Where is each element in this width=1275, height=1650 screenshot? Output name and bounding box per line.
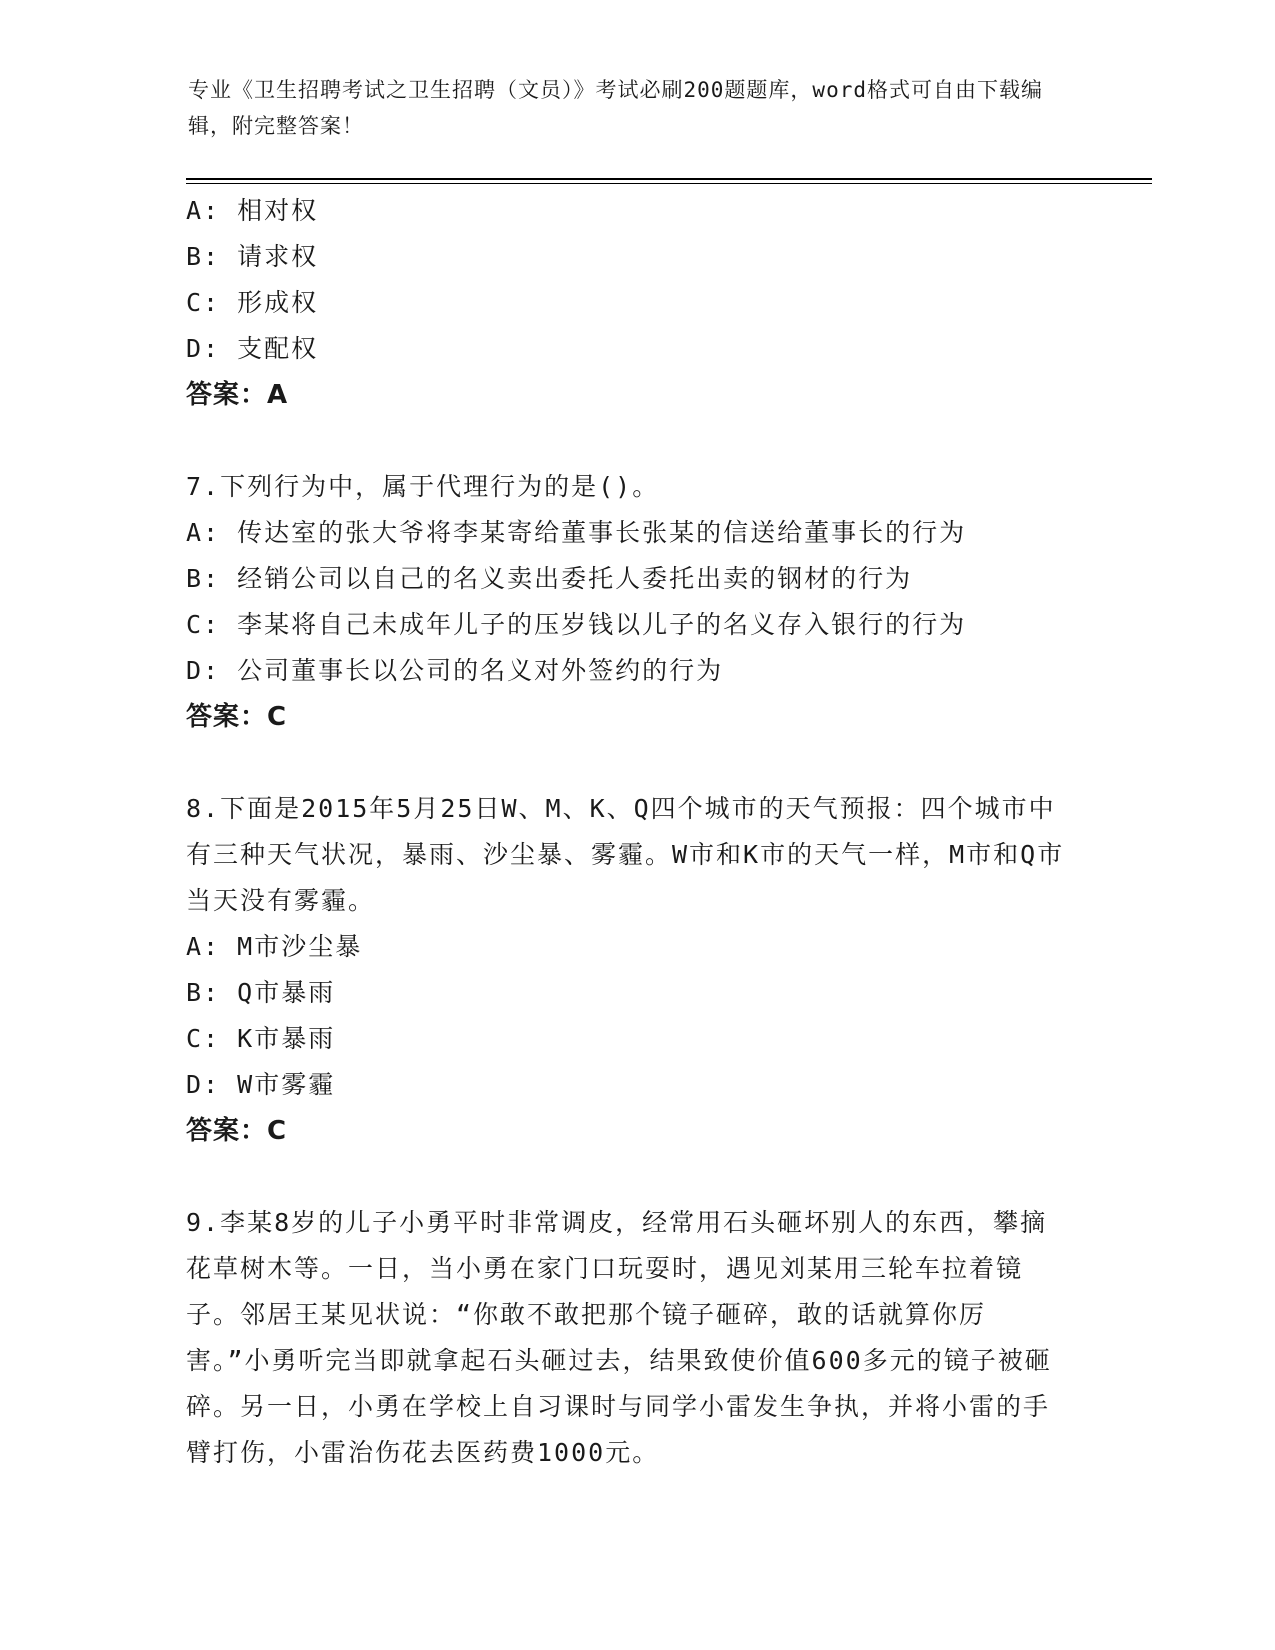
question-text: 9.李某8岁的儿子小勇平时非常调皮，经常用石头砸坏别人的东西，攀摘花草树木等。一日，当小勇在家门口玩耍时，遇见刘某用三轮车拉着镜子。邻居王某见状说：“你敢不敢把那个镜子砸碎，敢的话就算你厉害。”小勇听完当即就拿起石头砸过去，结果致使价值600多元的镜子被砸碎。另一日，小勇在学校上自习课时与同学小雷发生争执，并将小雷的手臂打伤，小雷治伤花去医药费1000元。 [186, 1208, 1052, 1467]
question-text: 7.下列行为中，属于代理行为的是()。 [186, 472, 660, 501]
header-divider-thick [186, 178, 1152, 180]
answer: 答案：A [186, 380, 289, 410]
question-6 [186, 188, 1086, 418]
option-b: B: 请求权 [186, 242, 319, 271]
answer: 答案：C [186, 1116, 288, 1146]
option-b: B: 经销公司以自己的名义卖出委托人委托出卖的钢材的行为 [186, 564, 913, 593]
answer: 答案：C [186, 702, 288, 732]
document-header: 专业《卫生招聘考试之卫生招聘（文员）》考试必刷200题题库，word格式可自由下载编辑，附完整答案！ [188, 78, 1043, 138]
option-b: B: Q市暴雨 [186, 978, 336, 1007]
question-text: 8.下面是2015年5月25日W、M、K、Q四个城市的天气预报：四个城市中有三种天气状况，暴雨、沙尘暴、雾霾。W市和K市的天气一样，M市和Q市当天没有雾霾。 [186, 794, 1065, 915]
option-a: A: 传达室的张大爷将李某寄给董事长张某的信送给董事长的行为 [186, 518, 967, 547]
header-divider-thin [186, 183, 1152, 184]
option-d: D: 支配权 [186, 334, 319, 363]
question-8 [186, 786, 1086, 1154]
question-content [186, 188, 1086, 1476]
option-c: C: 形成权 [186, 288, 319, 317]
question-7 [186, 464, 1086, 740]
option-d: D: W市雾霾 [186, 1070, 336, 1099]
option-c: C: K市暴雨 [186, 1024, 336, 1053]
option-a: A: 相对权 [186, 196, 319, 225]
question-9 [186, 1200, 1086, 1476]
option-a: A: M市沙尘暴 [186, 932, 363, 961]
option-d: D: 公司董事长以公司的名义对外签约的行为 [186, 656, 724, 685]
option-c: C: 李某将自己未成年儿子的压岁钱以儿子的名义存入银行的行为 [186, 610, 967, 639]
